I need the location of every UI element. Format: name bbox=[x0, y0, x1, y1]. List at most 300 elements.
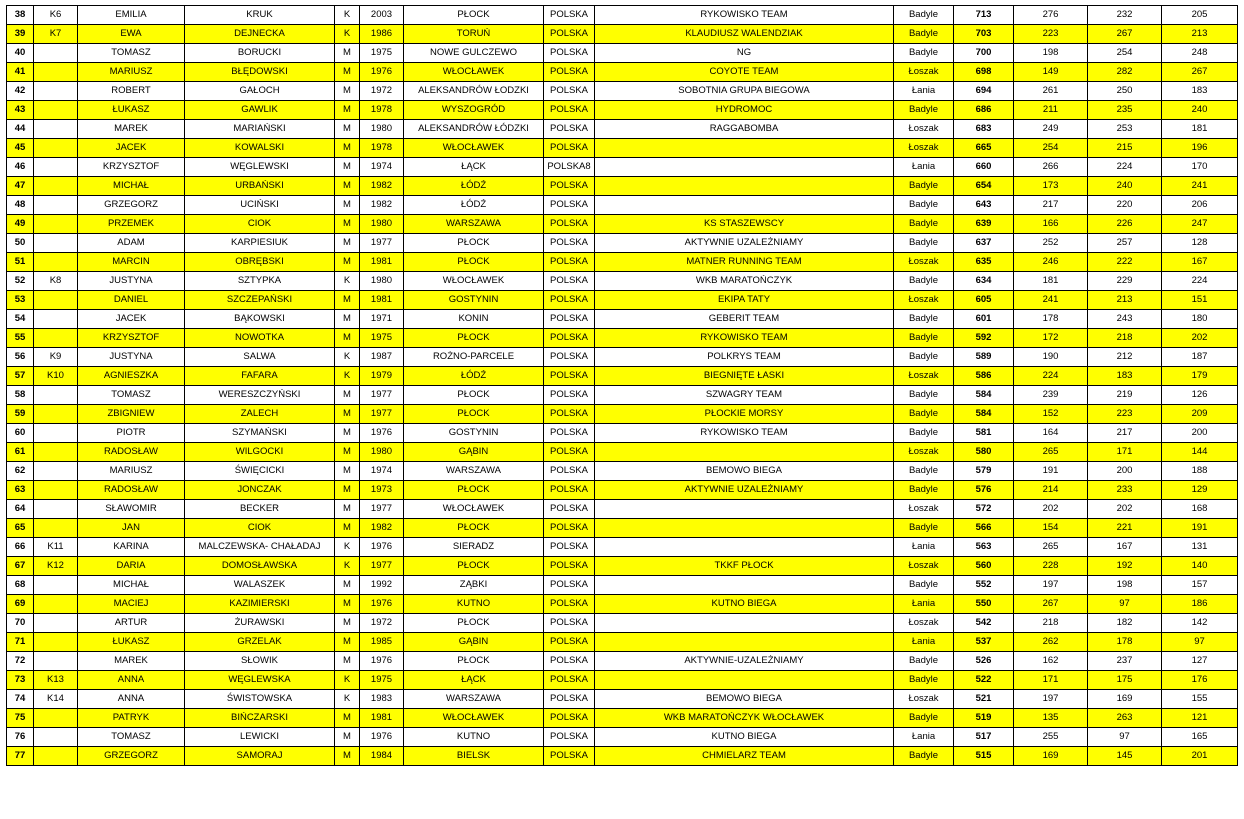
birth-year-cell: 1978 bbox=[360, 101, 404, 120]
sex-cell: M bbox=[335, 291, 360, 310]
first-name-cell: PIOTR bbox=[78, 424, 185, 443]
score-1-cell: 218 bbox=[1014, 614, 1088, 633]
city-cell: PŁOCK bbox=[404, 6, 544, 25]
category-cell: Łoszak bbox=[894, 120, 954, 139]
score-3-cell: 200 bbox=[1162, 424, 1238, 443]
place-cell: 75 bbox=[7, 709, 34, 728]
sex-cell: M bbox=[335, 481, 360, 500]
birth-year-cell: 1980 bbox=[360, 215, 404, 234]
category-place-cell bbox=[34, 291, 78, 310]
score-3-cell: 179 bbox=[1162, 367, 1238, 386]
team-cell: WKB MARATOŃCZYK WŁOCŁAWEK bbox=[595, 709, 894, 728]
table-row bbox=[7, 196, 1238, 215]
country-cell: POLSKA bbox=[544, 291, 595, 310]
last-name-cell: ŻURAWSKI bbox=[185, 614, 335, 633]
team-cell bbox=[595, 519, 894, 538]
first-name-cell: ARTUR bbox=[78, 614, 185, 633]
category-cell: Łoszak bbox=[894, 367, 954, 386]
city-cell: WARSZAWA bbox=[404, 462, 544, 481]
country-cell: POLSKA bbox=[544, 196, 595, 215]
birth-year-cell: 1981 bbox=[360, 709, 404, 728]
country-cell: POLSKA8 bbox=[544, 158, 595, 177]
sex-cell: M bbox=[335, 120, 360, 139]
last-name-cell: DOMOSŁAWSKA bbox=[185, 557, 335, 576]
birth-year-cell: 1982 bbox=[360, 196, 404, 215]
birth-year-cell: 1976 bbox=[360, 728, 404, 747]
place-cell: 60 bbox=[7, 424, 34, 443]
score-2-cell: 237 bbox=[1088, 652, 1162, 671]
table-row bbox=[7, 367, 1238, 386]
sex-cell: M bbox=[335, 747, 360, 766]
sex-cell: M bbox=[335, 196, 360, 215]
table-row bbox=[7, 424, 1238, 443]
total-points-cell: 521 bbox=[954, 690, 1014, 709]
place-cell: 67 bbox=[7, 557, 34, 576]
score-2-cell: 224 bbox=[1088, 158, 1162, 177]
score-3-cell: 206 bbox=[1162, 196, 1238, 215]
sex-cell: M bbox=[335, 405, 360, 424]
category-place-cell bbox=[34, 443, 78, 462]
score-3-cell: 151 bbox=[1162, 291, 1238, 310]
city-cell: GOSTYNIN bbox=[404, 424, 544, 443]
sex-cell: M bbox=[335, 329, 360, 348]
score-3-cell: 126 bbox=[1162, 386, 1238, 405]
last-name-cell: LEWICKI bbox=[185, 728, 335, 747]
last-name-cell: SŁOWIK bbox=[185, 652, 335, 671]
sex-cell: M bbox=[335, 44, 360, 63]
country-cell: POLSKA bbox=[544, 709, 595, 728]
city-cell: ALEKSANDRÓW ŁODZKI bbox=[404, 82, 544, 101]
score-3-cell: 267 bbox=[1162, 63, 1238, 82]
last-name-cell: FAFARA bbox=[185, 367, 335, 386]
birth-year-cell: 1976 bbox=[360, 652, 404, 671]
table-row bbox=[7, 25, 1238, 44]
country-cell: POLSKA bbox=[544, 690, 595, 709]
country-cell: POLSKA bbox=[544, 614, 595, 633]
score-2-cell: 219 bbox=[1088, 386, 1162, 405]
country-cell: POLSKA bbox=[544, 728, 595, 747]
score-1-cell: 241 bbox=[1014, 291, 1088, 310]
category-cell: Łoszak bbox=[894, 614, 954, 633]
place-cell: 51 bbox=[7, 253, 34, 272]
birth-year-cell: 1992 bbox=[360, 576, 404, 595]
table-row bbox=[7, 253, 1238, 272]
first-name-cell: ŁUKASZ bbox=[78, 633, 185, 652]
last-name-cell: WALASZEK bbox=[185, 576, 335, 595]
place-cell: 48 bbox=[7, 196, 34, 215]
city-cell: ŁÓDŹ bbox=[404, 196, 544, 215]
total-points-cell: 639 bbox=[954, 215, 1014, 234]
place-cell: 66 bbox=[7, 538, 34, 557]
category-cell: Badyle bbox=[894, 671, 954, 690]
table-row bbox=[7, 690, 1238, 709]
category-cell: Badyle bbox=[894, 405, 954, 424]
birth-year-cell: 1972 bbox=[360, 614, 404, 633]
city-cell: PŁOCK bbox=[404, 614, 544, 633]
first-name-cell: RADOSŁAW bbox=[78, 443, 185, 462]
team-cell: BEMOWO BIEGA bbox=[595, 690, 894, 709]
team-cell: RYKOWISKO TEAM bbox=[595, 329, 894, 348]
city-cell: PŁOCK bbox=[404, 519, 544, 538]
category-cell: Badyle bbox=[894, 519, 954, 538]
team-cell bbox=[595, 196, 894, 215]
category-place-cell bbox=[34, 462, 78, 481]
country-cell: POLSKA bbox=[544, 82, 595, 101]
total-points-cell: 589 bbox=[954, 348, 1014, 367]
category-cell: Łania bbox=[894, 158, 954, 177]
birth-year-cell: 1976 bbox=[360, 424, 404, 443]
last-name-cell: ŚWISTOWSKA bbox=[185, 690, 335, 709]
category-place-cell bbox=[34, 120, 78, 139]
score-3-cell: 224 bbox=[1162, 272, 1238, 291]
first-name-cell: TOMASZ bbox=[78, 386, 185, 405]
category-place-cell bbox=[34, 633, 78, 652]
last-name-cell: KAZIMIERSKI bbox=[185, 595, 335, 614]
last-name-cell: GAŁOCH bbox=[185, 82, 335, 101]
category-place-cell: K11 bbox=[34, 538, 78, 557]
score-1-cell: 198 bbox=[1014, 44, 1088, 63]
city-cell: PŁOCK bbox=[404, 405, 544, 424]
score-3-cell: 129 bbox=[1162, 481, 1238, 500]
score-2-cell: 192 bbox=[1088, 557, 1162, 576]
score-1-cell: 202 bbox=[1014, 500, 1088, 519]
total-points-cell: 526 bbox=[954, 652, 1014, 671]
place-cell: 61 bbox=[7, 443, 34, 462]
place-cell: 73 bbox=[7, 671, 34, 690]
city-cell: ŁÓDŹ bbox=[404, 177, 544, 196]
score-2-cell: 145 bbox=[1088, 747, 1162, 766]
country-cell: POLSKA bbox=[544, 500, 595, 519]
score-3-cell: 191 bbox=[1162, 519, 1238, 538]
country-cell: POLSKA bbox=[544, 272, 595, 291]
score-1-cell: 135 bbox=[1014, 709, 1088, 728]
team-cell: SZWAGRY TEAM bbox=[595, 386, 894, 405]
score-3-cell: 241 bbox=[1162, 177, 1238, 196]
first-name-cell: MARIUSZ bbox=[78, 63, 185, 82]
category-cell: Łania bbox=[894, 82, 954, 101]
table-row bbox=[7, 215, 1238, 234]
sex-cell: M bbox=[335, 519, 360, 538]
total-points-cell: 605 bbox=[954, 291, 1014, 310]
category-cell: Badyle bbox=[894, 462, 954, 481]
country-cell: POLSKA bbox=[544, 747, 595, 766]
team-cell bbox=[595, 614, 894, 633]
country-cell: POLSKA bbox=[544, 6, 595, 25]
last-name-cell: SALWA bbox=[185, 348, 335, 367]
place-cell: 39 bbox=[7, 25, 34, 44]
score-2-cell: 217 bbox=[1088, 424, 1162, 443]
country-cell: POLSKA bbox=[544, 177, 595, 196]
score-1-cell: 254 bbox=[1014, 139, 1088, 158]
first-name-cell: TOMASZ bbox=[78, 44, 185, 63]
total-points-cell: 522 bbox=[954, 671, 1014, 690]
team-cell bbox=[595, 500, 894, 519]
team-cell: GEBERIT TEAM bbox=[595, 310, 894, 329]
birth-year-cell: 1977 bbox=[360, 234, 404, 253]
score-3-cell: 128 bbox=[1162, 234, 1238, 253]
category-cell: Łoszak bbox=[894, 690, 954, 709]
score-3-cell: 155 bbox=[1162, 690, 1238, 709]
first-name-cell: RADOSŁAW bbox=[78, 481, 185, 500]
birth-year-cell: 1972 bbox=[360, 82, 404, 101]
total-points-cell: 560 bbox=[954, 557, 1014, 576]
country-cell: POLSKA bbox=[544, 44, 595, 63]
score-3-cell: 144 bbox=[1162, 443, 1238, 462]
score-1-cell: 190 bbox=[1014, 348, 1088, 367]
first-name-cell: PATRYK bbox=[78, 709, 185, 728]
place-cell: 42 bbox=[7, 82, 34, 101]
score-2-cell: 97 bbox=[1088, 728, 1162, 747]
score-3-cell: 248 bbox=[1162, 44, 1238, 63]
sex-cell: K bbox=[335, 6, 360, 25]
place-cell: 54 bbox=[7, 310, 34, 329]
table-row bbox=[7, 310, 1238, 329]
first-name-cell: ŁUKASZ bbox=[78, 101, 185, 120]
score-2-cell: 243 bbox=[1088, 310, 1162, 329]
category-place-cell bbox=[34, 614, 78, 633]
table-row bbox=[7, 291, 1238, 310]
category-place-cell bbox=[34, 709, 78, 728]
birth-year-cell: 1987 bbox=[360, 348, 404, 367]
birth-year-cell: 1975 bbox=[360, 44, 404, 63]
team-cell: PŁOCKIE MORSY bbox=[595, 405, 894, 424]
birth-year-cell: 1980 bbox=[360, 443, 404, 462]
table-row bbox=[7, 576, 1238, 595]
category-cell: Badyle bbox=[894, 196, 954, 215]
score-2-cell: 267 bbox=[1088, 25, 1162, 44]
team-cell: COYOTE TEAM bbox=[595, 63, 894, 82]
score-3-cell: 247 bbox=[1162, 215, 1238, 234]
first-name-cell: MAREK bbox=[78, 652, 185, 671]
sex-cell: M bbox=[335, 310, 360, 329]
place-cell: 52 bbox=[7, 272, 34, 291]
total-points-cell: 537 bbox=[954, 633, 1014, 652]
category-cell: Badyle bbox=[894, 272, 954, 291]
score-3-cell: 97 bbox=[1162, 633, 1238, 652]
first-name-cell: MACIEJ bbox=[78, 595, 185, 614]
score-2-cell: 240 bbox=[1088, 177, 1162, 196]
total-points-cell: 515 bbox=[954, 747, 1014, 766]
team-cell: BIEGNIĘTE ŁASKI bbox=[595, 367, 894, 386]
score-3-cell: 205 bbox=[1162, 6, 1238, 25]
country-cell: POLSKA bbox=[544, 310, 595, 329]
sex-cell: M bbox=[335, 253, 360, 272]
last-name-cell: WERESZCZYŃSKI bbox=[185, 386, 335, 405]
category-cell: Badyle bbox=[894, 177, 954, 196]
first-name-cell: ADAM bbox=[78, 234, 185, 253]
sex-cell: K bbox=[335, 671, 360, 690]
birth-year-cell: 1980 bbox=[360, 120, 404, 139]
category-place-cell bbox=[34, 329, 78, 348]
sex-cell: M bbox=[335, 443, 360, 462]
score-1-cell: 181 bbox=[1014, 272, 1088, 291]
score-2-cell: 175 bbox=[1088, 671, 1162, 690]
score-2-cell: 198 bbox=[1088, 576, 1162, 595]
country-cell: POLSKA bbox=[544, 234, 595, 253]
birth-year-cell: 1981 bbox=[360, 291, 404, 310]
category-cell: Badyle bbox=[894, 310, 954, 329]
city-cell: ŁÓDŹ bbox=[404, 367, 544, 386]
table-row bbox=[7, 747, 1238, 766]
score-1-cell: 266 bbox=[1014, 158, 1088, 177]
country-cell: POLSKA bbox=[544, 633, 595, 652]
score-2-cell: 232 bbox=[1088, 6, 1162, 25]
total-points-cell: 654 bbox=[954, 177, 1014, 196]
table-row bbox=[7, 6, 1238, 25]
score-3-cell: 240 bbox=[1162, 101, 1238, 120]
total-points-cell: 552 bbox=[954, 576, 1014, 595]
birth-year-cell: 1977 bbox=[360, 500, 404, 519]
birth-year-cell: 1975 bbox=[360, 671, 404, 690]
total-points-cell: 637 bbox=[954, 234, 1014, 253]
place-cell: 38 bbox=[7, 6, 34, 25]
first-name-cell: TOMASZ bbox=[78, 728, 185, 747]
place-cell: 56 bbox=[7, 348, 34, 367]
score-1-cell: 162 bbox=[1014, 652, 1088, 671]
total-points-cell: 542 bbox=[954, 614, 1014, 633]
last-name-cell: GRZELAK bbox=[185, 633, 335, 652]
category-place-cell: K6 bbox=[34, 6, 78, 25]
first-name-cell: JAN bbox=[78, 519, 185, 538]
category-place-cell bbox=[34, 576, 78, 595]
city-cell: GOSTYNIN bbox=[404, 291, 544, 310]
first-name-cell: ANNA bbox=[78, 671, 185, 690]
team-cell: POLKRYS TEAM bbox=[595, 348, 894, 367]
category-place-cell: K9 bbox=[34, 348, 78, 367]
city-cell: GĄBIN bbox=[404, 443, 544, 462]
sex-cell: K bbox=[335, 557, 360, 576]
place-cell: 53 bbox=[7, 291, 34, 310]
score-3-cell: 209 bbox=[1162, 405, 1238, 424]
first-name-cell: EMILIA bbox=[78, 6, 185, 25]
total-points-cell: 634 bbox=[954, 272, 1014, 291]
score-2-cell: 222 bbox=[1088, 253, 1162, 272]
place-cell: 72 bbox=[7, 652, 34, 671]
first-name-cell: ZBIGNIEW bbox=[78, 405, 185, 424]
total-points-cell: 581 bbox=[954, 424, 1014, 443]
total-points-cell: 660 bbox=[954, 158, 1014, 177]
first-name-cell: KRZYSZTOF bbox=[78, 158, 185, 177]
score-1-cell: 149 bbox=[1014, 63, 1088, 82]
score-3-cell: 167 bbox=[1162, 253, 1238, 272]
last-name-cell: BECKER bbox=[185, 500, 335, 519]
city-cell: WARSZAWA bbox=[404, 215, 544, 234]
total-points-cell: 700 bbox=[954, 44, 1014, 63]
category-place-cell bbox=[34, 652, 78, 671]
score-1-cell: 173 bbox=[1014, 177, 1088, 196]
place-cell: 77 bbox=[7, 747, 34, 766]
last-name-cell: CIOK bbox=[185, 215, 335, 234]
score-3-cell: 170 bbox=[1162, 158, 1238, 177]
place-cell: 50 bbox=[7, 234, 34, 253]
category-place-cell bbox=[34, 139, 78, 158]
city-cell: PŁOCK bbox=[404, 481, 544, 500]
score-3-cell: 181 bbox=[1162, 120, 1238, 139]
score-1-cell: 217 bbox=[1014, 196, 1088, 215]
category-place-cell: K8 bbox=[34, 272, 78, 291]
first-name-cell: KARINA bbox=[78, 538, 185, 557]
city-cell: WŁOCŁAWEK bbox=[404, 709, 544, 728]
team-cell: AKTYWNIE UZALEŻNIAMY bbox=[595, 481, 894, 500]
score-1-cell: 262 bbox=[1014, 633, 1088, 652]
city-cell: WŁOCŁAWEK bbox=[404, 272, 544, 291]
score-2-cell: 226 bbox=[1088, 215, 1162, 234]
city-cell: KUTNO bbox=[404, 728, 544, 747]
city-cell: WYSZOGRÓD bbox=[404, 101, 544, 120]
place-cell: 41 bbox=[7, 63, 34, 82]
team-cell bbox=[595, 177, 894, 196]
category-place-cell bbox=[34, 424, 78, 443]
category-place-cell bbox=[34, 386, 78, 405]
birth-year-cell: 2003 bbox=[360, 6, 404, 25]
first-name-cell: MARCIN bbox=[78, 253, 185, 272]
country-cell: POLSKA bbox=[544, 25, 595, 44]
score-2-cell: 213 bbox=[1088, 291, 1162, 310]
score-2-cell: 254 bbox=[1088, 44, 1162, 63]
total-points-cell: 572 bbox=[954, 500, 1014, 519]
last-name-cell: MARIAŃSKI bbox=[185, 120, 335, 139]
table-row bbox=[7, 405, 1238, 424]
score-2-cell: 250 bbox=[1088, 82, 1162, 101]
team-cell bbox=[595, 576, 894, 595]
first-name-cell: AGNIESZKA bbox=[78, 367, 185, 386]
last-name-cell: SZTYPKA bbox=[185, 272, 335, 291]
table-row bbox=[7, 234, 1238, 253]
category-cell: Badyle bbox=[894, 709, 954, 728]
place-cell: 64 bbox=[7, 500, 34, 519]
country-cell: POLSKA bbox=[544, 424, 595, 443]
last-name-cell: SAMORAJ bbox=[185, 747, 335, 766]
table-row bbox=[7, 272, 1238, 291]
city-cell: ZĄBKI bbox=[404, 576, 544, 595]
first-name-cell: JUSTYNA bbox=[78, 272, 185, 291]
table-row bbox=[7, 652, 1238, 671]
score-1-cell: 261 bbox=[1014, 82, 1088, 101]
total-points-cell: 566 bbox=[954, 519, 1014, 538]
team-cell bbox=[595, 158, 894, 177]
category-place-cell bbox=[34, 595, 78, 614]
birth-year-cell: 1986 bbox=[360, 25, 404, 44]
total-points-cell: 703 bbox=[954, 25, 1014, 44]
first-name-cell: GRZEGORZ bbox=[78, 747, 185, 766]
score-1-cell: 265 bbox=[1014, 443, 1088, 462]
country-cell: POLSKA bbox=[544, 595, 595, 614]
sex-cell: K bbox=[335, 690, 360, 709]
city-cell: PŁOCK bbox=[404, 557, 544, 576]
score-2-cell: 182 bbox=[1088, 614, 1162, 633]
place-cell: 43 bbox=[7, 101, 34, 120]
results-table bbox=[6, 5, 1238, 766]
place-cell: 40 bbox=[7, 44, 34, 63]
first-name-cell: DANIEL bbox=[78, 291, 185, 310]
country-cell: POLSKA bbox=[544, 443, 595, 462]
place-cell: 62 bbox=[7, 462, 34, 481]
place-cell: 47 bbox=[7, 177, 34, 196]
sex-cell: M bbox=[335, 595, 360, 614]
team-cell: RYKOWISKO TEAM bbox=[595, 424, 894, 443]
team-cell: KS STASZEWSCY bbox=[595, 215, 894, 234]
country-cell: POLSKA bbox=[544, 329, 595, 348]
birth-year-cell: 1977 bbox=[360, 557, 404, 576]
category-cell: Badyle bbox=[894, 44, 954, 63]
team-cell: EKIPA TATY bbox=[595, 291, 894, 310]
place-cell: 70 bbox=[7, 614, 34, 633]
total-points-cell: 643 bbox=[954, 196, 1014, 215]
score-2-cell: 200 bbox=[1088, 462, 1162, 481]
score-1-cell: 169 bbox=[1014, 747, 1088, 766]
birth-year-cell: 1976 bbox=[360, 63, 404, 82]
country-cell: POLSKA bbox=[544, 120, 595, 139]
